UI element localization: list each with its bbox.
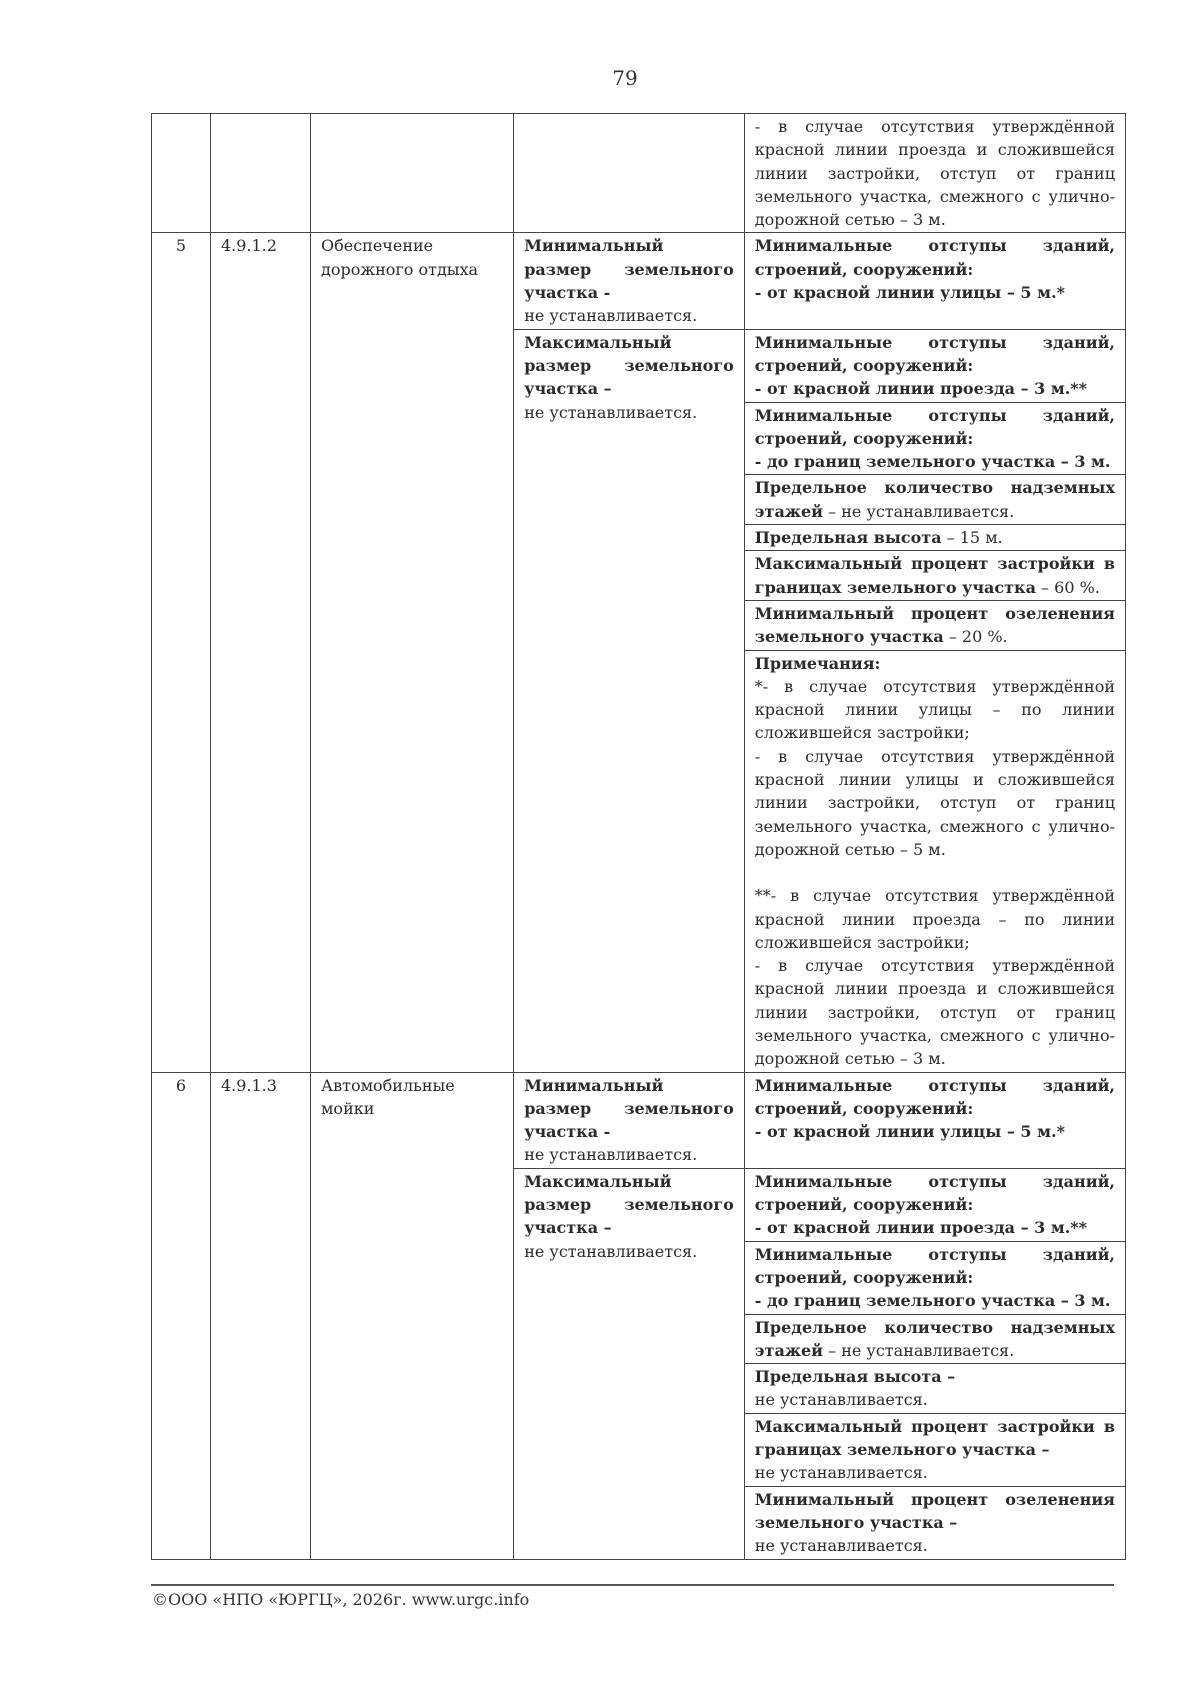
param-cell <box>744 1168 1125 1241</box>
param-line: - от красной линии улицы – 5 м.* <box>754 1122 1065 1142</box>
param-cell <box>744 329 1125 402</box>
param-cell <box>744 233 1125 329</box>
param-bold: Предельное количество надземных этажей <box>754 1317 1115 1360</box>
param-bold: Минимальные отступы зданий, строений, сооружений: <box>754 1171 1115 1215</box>
notes-title: Примечания: <box>754 653 881 673</box>
param-rest: – не устанавливается. <box>823 1340 1015 1360</box>
param-bold: Предельная высота <box>754 528 942 548</box>
param-cell <box>744 475 1125 525</box>
param-rest: не устанавливается. <box>754 1536 928 1556</box>
notes-cell <box>744 650 1125 1072</box>
param-cell <box>744 600 1125 650</box>
param-cell <box>744 551 1125 601</box>
min-size-cell <box>514 233 745 329</box>
max-size-cell <box>514 329 745 1072</box>
note-text: *- в случае отсутствия утверждённой красной линии улицы – по линии сложившейся застройки; <box>754 676 1115 743</box>
max-size-cell <box>514 1168 745 1559</box>
param-rest: не устанавливается. <box>754 1390 928 1410</box>
param-bold: Предельное количество надземных этажей <box>754 478 1115 521</box>
param-line: - от красной линии проезда – 3 м.** <box>754 1218 1088 1238</box>
param-line: - до границ земельного участка – 3 м. <box>754 452 1111 472</box>
row-number: 5 <box>152 233 211 1072</box>
param-bold: Минимальный процент озеленения земельного участка – <box>754 1489 1115 1532</box>
param-bold: Минимальные отступы зданий, строений, сооружений: <box>754 332 1115 375</box>
page-number: 79 <box>612 66 638 90</box>
table-row-5 <box>152 233 1126 329</box>
note-text: **- в случае отсутствия утверждённой красной линии проезда – по линии сложившейся застройки; <box>754 886 1115 952</box>
max-size-head: Максимальный размер земельного участка – <box>524 332 734 399</box>
param-cell <box>744 525 1125 551</box>
note-text: - в случае отсутствия утверждённой красной линии проезда и сложившейся линии застройки, отступ от границ земельного участка, смежного с улично-дорожной сетью – 3 м. <box>754 956 1115 1069</box>
param-text: - в случае отсутствия утверждённой красной линии проезда и сложившейся линии застройки, отступ от границ земельного участка, смежного с улично-дорожной сетью – 3 м. <box>754 117 1115 230</box>
param-cell <box>744 402 1125 475</box>
param-bold: Максимальный процент застройки в границах земельного участка <box>754 554 1115 597</box>
param-bold: Минимальный процент озеленения земельного участка <box>754 603 1115 647</box>
footer-copyright: ©ООО «НПО «ЮРГЦ», 2026г. www.urgc.info <box>152 1590 530 1609</box>
max-size-head: Максимальный размер земельного участка – <box>524 1171 734 1238</box>
use-name: Обеспечение дорожного отдыха <box>310 233 513 1072</box>
param-cell <box>744 114 1125 233</box>
param-bold: Минимальные отступы зданий, строений, сооружений: <box>754 1244 1115 1287</box>
code-cell <box>210 114 310 233</box>
min-size-cell <box>514 1072 745 1168</box>
param-bold: Минимальные отступы зданий, строений, сооружений: <box>754 236 1115 279</box>
use-code: 4.9.1.3 <box>210 1072 310 1559</box>
note-text: - в случае отсутствия утверждённой красной линии улицы и сложившейся линии застройки, отступ от границ земельного участка, смежного с улично-дорожной сетью – 5 м. <box>754 746 1115 859</box>
use-name: Автомобильные мойки <box>310 1072 513 1559</box>
row-number: 6 <box>152 1072 211 1559</box>
note-spacer <box>755 861 1115 884</box>
param-cell <box>744 1241 1125 1314</box>
param-cell <box>744 1486 1125 1559</box>
name-cell <box>310 114 513 233</box>
param-cell <box>744 1413 1125 1486</box>
param-rest: – 20 %. <box>943 627 1008 647</box>
min-size-tail: не устанавливается. <box>524 1145 698 1165</box>
size-cell <box>514 114 745 233</box>
param-bold: Минимальные отступы зданий, строений, сооружений: <box>754 405 1115 448</box>
param-cell <box>744 1314 1125 1364</box>
param-cell <box>744 1364 1125 1414</box>
num-cell <box>152 114 211 233</box>
param-cell <box>744 1072 1125 1168</box>
table-row-continuation <box>152 114 1126 233</box>
param-rest: не устанавливается. <box>754 1463 928 1483</box>
param-rest: – 60 %. <box>1035 577 1100 597</box>
param-line: - от красной линии улицы – 5 м.* <box>754 283 1065 303</box>
zoning-regulations-table <box>151 113 1126 1560</box>
table-row-6 <box>152 1072 1126 1168</box>
param-line: - до границ земельного участка – 3 м. <box>754 1291 1111 1311</box>
max-size-tail: не устанавливается. <box>524 402 698 422</box>
footer-divider <box>151 1584 1114 1586</box>
param-bold: Минимальные отступы зданий, строений, сооружений: <box>754 1075 1115 1118</box>
max-size-tail: не устанавливается. <box>524 1241 698 1261</box>
param-line: - от красной линии проезда – 3 м.** <box>754 379 1088 399</box>
min-size-tail: не устанавливается. <box>524 306 698 326</box>
param-rest: – 15 м. <box>941 528 1003 548</box>
param-rest: – не устанавливается. <box>823 501 1015 521</box>
min-size-head: Минимальный размер земельного участка - <box>524 236 734 303</box>
use-code: 4.9.1.2 <box>210 233 310 1072</box>
param-bold: Максимальный процент застройки в границах земельного участка – <box>754 1416 1115 1460</box>
param-bold: Предельная высота – <box>754 1367 956 1387</box>
min-size-head: Минимальный размер земельного участка - <box>524 1075 734 1142</box>
